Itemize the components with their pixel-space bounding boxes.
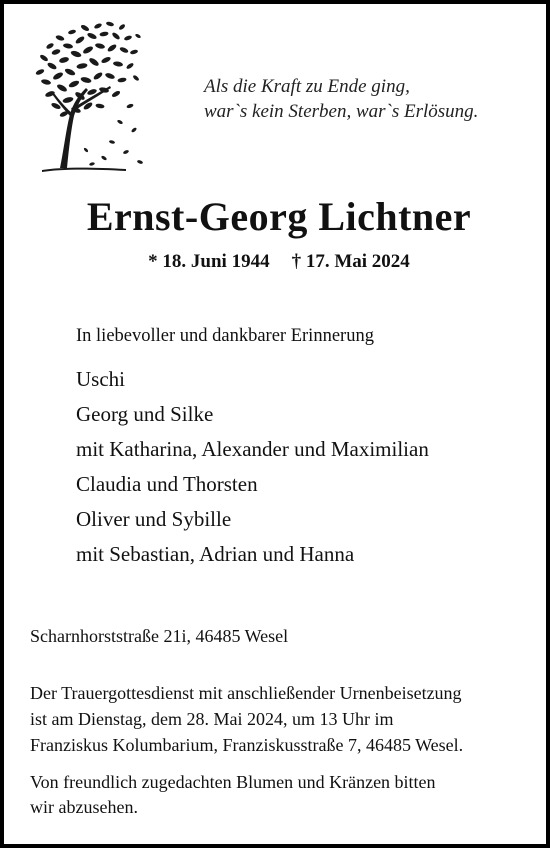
memorial-quote bbox=[204, 74, 534, 124]
mourner-item: mit Sebastian, Adrian und Hanna bbox=[76, 542, 355, 566]
life-dates bbox=[4, 249, 550, 275]
windblown-tree-icon bbox=[30, 18, 148, 174]
mourner-item: Georg und Silke bbox=[76, 402, 214, 426]
birth-date: * 18. Juni 1944 bbox=[148, 251, 270, 272]
service-line: Franziskus Kolumbarium, Franziskusstraße 7, 46485 Wesel. bbox=[30, 735, 464, 755]
flowers-request bbox=[30, 770, 436, 820]
service-line: Der Trauergottesdienst mit anschließender Urnenbeisetzung bbox=[30, 683, 462, 703]
quote-line: Als die Kraft zu Ende ging, bbox=[204, 76, 410, 97]
remembrance-intro: In liebevoller und dankbarer Erinnerung bbox=[76, 326, 374, 346]
mourner-item: mit Katharina, Alexander und Maximilian bbox=[76, 437, 429, 461]
family-address: Scharnhorststraße 21i, 46485 Wesel bbox=[30, 626, 289, 646]
service-line: ist am Dienstag, dem 28. Mai 2024, um 13 Uhr im bbox=[30, 709, 394, 729]
quote-line: war`s kein Sterben, war`s Erlösung. bbox=[204, 101, 479, 122]
deceased-name: Ernst-Georg Lichtner bbox=[86, 194, 472, 239]
flowers-line: Von freundlich zugedachten Blumen und Kränzen bitten bbox=[30, 772, 436, 792]
mourner-item: Oliver und Sybille bbox=[76, 507, 232, 531]
mourner-list bbox=[76, 362, 429, 572]
death-date: † 17. Mai 2024 bbox=[291, 251, 410, 272]
flowers-line: wir abzusehen. bbox=[30, 797, 138, 817]
service-details bbox=[30, 680, 463, 758]
mourner-item: Uschi bbox=[76, 367, 125, 391]
mourner-item: Claudia und Thorsten bbox=[76, 472, 258, 496]
